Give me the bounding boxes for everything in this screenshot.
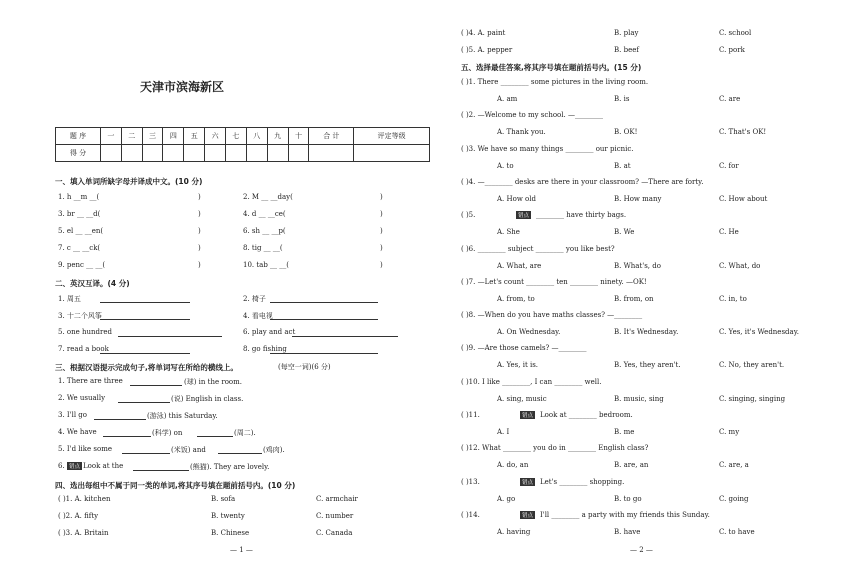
mc-option-a: A. I [497, 428, 510, 436]
mc-option-b: B. It's Wednesday. [614, 328, 679, 337]
score-header-cell: 十 [288, 128, 309, 145]
sentence-part: 4. We have [58, 428, 97, 436]
sentence-part: 6. [58, 462, 65, 470]
choice-option-b: B. sofa [211, 495, 236, 503]
answer-line[interactable] [292, 336, 398, 337]
mc-option-a: A. Thank you. [497, 128, 546, 137]
error-tag: 错点 [518, 213, 530, 220]
mc-option-a: A. Yes, it is. [497, 361, 539, 370]
score-input-cell[interactable] [163, 145, 184, 162]
mc-question: ( )3. We have so many things ________ our picnic. [461, 144, 634, 153]
sentence-part: (熊猫). They are lovely. [190, 463, 270, 471]
mc-question-rest: I'll ________ a party with my friends this Sunday. [540, 510, 710, 519]
choice-option-c: C. pork [719, 46, 745, 54]
translate-item: 7. read a book [58, 345, 109, 353]
choice-option-c: C. Canada [316, 529, 353, 537]
error-tag: 错点 [522, 479, 534, 486]
fill-letters-item: 8. tig __ __( [243, 244, 283, 252]
mc-option-b: B. What's, do [614, 261, 661, 270]
mc-option-c: C. That's OK! [719, 128, 767, 137]
score-input-cell[interactable] [100, 145, 121, 162]
sentence-part: 5. I'd like some [58, 445, 112, 453]
error-tag: 错点 [522, 512, 534, 519]
mc-option-a: A. She [497, 228, 520, 237]
mc-question: ( )2. —Welcome to my school. —________ [461, 111, 603, 120]
translate-item: 3. 十二个风筝 [58, 312, 102, 320]
choice-option-b: B. play [614, 29, 639, 37]
translate-item: 1. 周五 [58, 295, 81, 303]
mc-question: ( )14. [461, 510, 480, 519]
fill-letters-item: 10. tab __ __( [243, 261, 290, 269]
score-input-cell[interactable] [142, 145, 163, 162]
choice-option-b: B. beef [614, 46, 639, 54]
mc-option-c: C. No, they aren't. [719, 361, 785, 370]
closing-paren: ) [380, 244, 383, 252]
page-number-1: — 1 — [230, 546, 253, 554]
error-tag: 错点 [69, 464, 81, 470]
closing-paren: ) [198, 193, 201, 201]
mc-option-a: A. How old [497, 194, 536, 203]
sentence-part: (鸡肉). [263, 446, 285, 454]
translate-item: 4. 看电视 [243, 312, 273, 320]
score-header-cell: 二 [121, 128, 142, 145]
page-number-2: — 2 — [630, 546, 653, 554]
answer-line[interactable] [270, 319, 378, 320]
blank-line[interactable] [122, 453, 170, 454]
fill-letters-item: 3. br __ __d( [58, 210, 101, 218]
mc-option-c: C. for [719, 161, 739, 170]
mc-option-c: C. How about [719, 194, 768, 203]
choice-question: ( )1. A. kitchen [58, 495, 111, 503]
fill-letters-item: 7. c __ __ck( [58, 244, 101, 252]
mc-option-c: C. are, a [719, 461, 749, 470]
mc-option-b: B. have [614, 527, 641, 536]
mc-option-b: B. to go [614, 494, 642, 503]
mc-question: ( )7. —Let's count ________ ten ________ ninety. —OK! [461, 277, 647, 286]
score-table [55, 127, 430, 162]
sentence-part: (米饭) and [171, 446, 206, 454]
page-title: 天津市滨海新区 [140, 80, 225, 94]
mc-option-c: C. in, to [719, 294, 747, 303]
mc-option-a: A. What, are [497, 261, 542, 270]
mc-question: ( )5. [461, 211, 476, 220]
translate-item: 8. go fishing [243, 345, 287, 353]
score-input-cell[interactable] [121, 145, 142, 162]
mc-question-rest: Let's ________ shopping. [540, 477, 625, 486]
mc-option-b: B. me [614, 428, 635, 436]
translate-item: 5. one hundred [58, 328, 112, 336]
score-header-cell: 九 [267, 128, 288, 145]
mc-question-rest: ________ have thirty bags. [536, 211, 627, 220]
mc-option-b: B. from, on [614, 294, 654, 303]
blank-line[interactable] [133, 470, 189, 471]
section-2-heading: 二、英汉互译。(4 分) [55, 279, 130, 288]
mc-option-b: B. are, an [614, 461, 649, 470]
choice-question: ( )5. A. pepper [461, 46, 513, 54]
sentence-part: 1. There are three [58, 377, 123, 385]
score-header-cell: 一 [100, 128, 121, 145]
translate-item: 2. 椅子 [243, 295, 266, 303]
blank-line[interactable] [94, 419, 146, 420]
fill-letters-item: 9. penc __ __( [58, 261, 106, 269]
mc-option-b: B. at [614, 161, 631, 170]
mc-option-a: A. On Wednesday. [497, 328, 561, 337]
choice-question: ( )3. A. Britain [58, 529, 109, 537]
score-header-cell: 五 [184, 128, 205, 145]
score-header-cell: 三 [142, 128, 163, 145]
closing-paren: ) [380, 193, 383, 201]
score-row-label: 得 分 [56, 145, 101, 162]
mc-option-b: B. Yes, they aren't. [614, 361, 681, 370]
score-input-cell[interactable] [267, 145, 288, 162]
sentence-part: (游泳) this Saturday. [147, 412, 218, 420]
sentence-part: 3. I'll go [58, 411, 87, 419]
score-input-cell[interactable] [246, 145, 267, 162]
score-input-cell[interactable] [354, 145, 430, 162]
mc-question: ( )6. ________ subject ________ you like best? [461, 244, 615, 253]
mc-option-b: B. OK! [614, 128, 638, 137]
score-input-cell[interactable] [205, 145, 226, 162]
choice-option-c: C. armchair [316, 495, 358, 503]
choice-option-c: C. number [316, 512, 354, 520]
section-5-heading: 五、选择最佳答案,将其序号填在题前括号内。(15 分) [461, 63, 642, 72]
fill-letters-item: 2. M __ __day( [243, 193, 293, 201]
score-input-cell[interactable] [184, 145, 205, 162]
mc-option-b: B. music, sing [614, 394, 664, 403]
blank-line[interactable] [118, 402, 170, 403]
mc-question: ( )13. [461, 477, 480, 486]
score-header-cell: 八 [246, 128, 267, 145]
sentence-part: (科学) on [152, 429, 183, 437]
score-header-cell: 四 [163, 128, 184, 145]
section-4-heading: 四、选出每组中不属于同一类的单词,将其序号填在题前括号内。(10 分) [55, 481, 296, 490]
answer-line[interactable] [100, 319, 190, 320]
mc-option-a: A. sing, music [497, 394, 547, 403]
answer-line[interactable] [100, 302, 190, 303]
blank-line[interactable] [130, 385, 182, 386]
answer-line[interactable] [100, 353, 190, 354]
error-tag: 错点 [522, 413, 534, 419]
mc-option-a: A. am [497, 95, 518, 103]
mc-option-c: C. going [719, 494, 749, 503]
mc-question: ( )8. —When do you have maths classes? —________ [461, 311, 643, 320]
mc-option-c: C. my [719, 428, 740, 436]
mc-option-c: C. Yes, it's Wednesday. [719, 328, 799, 337]
score-header-cell: 六 [205, 128, 226, 145]
mc-question-rest: Look at ________ bedroom. [540, 411, 633, 419]
mc-option-b: B. How many [614, 194, 662, 203]
mc-option-a: A. do, an [497, 461, 529, 470]
choice-question: ( )2. A. fifty [58, 512, 99, 520]
mc-question: ( )11. [461, 411, 480, 419]
choice-option-c: C. school [719, 29, 752, 37]
closing-paren: ) [380, 210, 383, 218]
sentence-part: (周二). [234, 429, 256, 437]
mc-question: ( )9. —Are those camels? —________ [461, 344, 587, 353]
blank-line[interactable] [103, 436, 151, 437]
closing-paren: ) [198, 210, 201, 218]
closing-paren: ) [380, 261, 383, 269]
score-input-cell[interactable] [309, 145, 354, 162]
score-input-cell[interactable] [288, 145, 309, 162]
sentence-part: Look at the [83, 462, 124, 470]
mc-option-c: C. singing, singing [719, 394, 786, 403]
closing-paren: ) [198, 244, 201, 252]
answer-line[interactable] [270, 353, 378, 354]
closing-paren: ) [198, 261, 201, 269]
choice-question: ( )4. A. paint [461, 29, 506, 37]
translate-item: 6. play and act [243, 328, 296, 336]
score-header-cell: 题 序 [56, 128, 101, 145]
section-1-heading: 一、填入单词所缺字母并译成中文。(10 分) [55, 177, 203, 186]
closing-paren: ) [380, 227, 383, 235]
mc-question: ( )10. I like ________, I can ________ well. [461, 377, 602, 386]
mc-option-c: C. He [719, 228, 739, 237]
fill-letters-item: 1. h __m __( [58, 193, 100, 201]
answer-line[interactable] [270, 302, 378, 303]
mc-option-c: C. to have [719, 527, 755, 536]
answer-line[interactable] [118, 336, 222, 337]
sentence-part: 2. We usually [58, 394, 106, 402]
blank-line[interactable] [197, 436, 233, 437]
score-header-cell: 合 计 [309, 128, 354, 145]
mc-question: ( )4. —________ desks are there in your classroom? —There are forty. [461, 177, 704, 186]
section-3-heading: 三、根据汉语提示完成句子,将单词写在所给的横线上。 [55, 363, 238, 372]
score-header-cell: 七 [225, 128, 246, 145]
closing-paren: ) [198, 227, 201, 235]
mc-option-b: B. is [614, 95, 630, 103]
fill-letters-item: 4. d __ __ce( [243, 210, 286, 218]
fill-letters-item: 6. sh __ __p( [243, 227, 286, 235]
mc-option-b: B. We [614, 228, 635, 237]
mc-option-a: A. to [497, 161, 514, 170]
sentence-part: (说) English in class. [171, 395, 244, 403]
mc-option-a: A. having [497, 527, 531, 536]
mc-option-c: C. are [719, 95, 741, 103]
mc-option-c: C. What, do [719, 261, 761, 270]
section-3-heading-note: (每空一词)(6 分) [278, 363, 331, 371]
score-input-cell[interactable] [225, 145, 246, 162]
blank-line[interactable] [218, 453, 262, 454]
mc-question: ( )1. There ________ some pictures in the living room. [461, 78, 649, 86]
choice-option-b: B. twenty [211, 512, 245, 520]
choice-option-b: B. Chinese [211, 529, 250, 537]
mc-option-a: A. go [497, 494, 516, 503]
mc-question: ( )12. What ________ you do in ________ English class? [461, 444, 649, 453]
mc-option-a: A. from, to [497, 294, 535, 303]
sentence-part: (球) in the room. [184, 378, 242, 386]
score-header-cell: 评定等级 [354, 128, 430, 145]
fill-letters-item: 5. el __ __en( [58, 227, 104, 235]
